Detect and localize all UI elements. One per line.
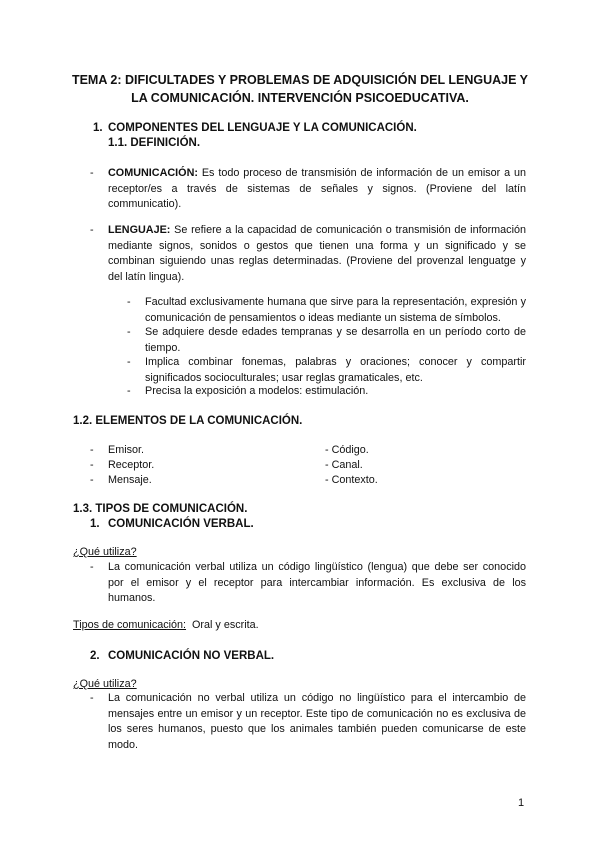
definition-comunicacion-text: Es todo proceso de transmisión de información de un emisor a un receptor/es a través de sistemas de señales y signos. (Proviene del latín communicatio).: [108, 167, 526, 210]
verbal-heading: COMUNICACIÓN VERBAL.: [108, 518, 254, 530]
bullet-dash: -: [127, 385, 131, 397]
verbal-question: ¿Qué utiliza?: [73, 546, 137, 558]
section-1-3-heading: 1.3. TIPOS DE COMUNICACIÓN.: [73, 503, 248, 515]
bullet-dash: -: [90, 444, 94, 456]
bullet-dash: -: [90, 692, 94, 704]
noverbal-text: La comunicación no verbal utiliza un código no lingüístico para el intercambio de mensajes entre un emisor y un receptor. Este tipo de comunicación no es exclusiva de los seres humanos, puesto que los animales también pueden comunicarse de este modo.: [108, 692, 526, 751]
list-item: Facultad exclusivamente humana que sirve para la representación, expresión y comunicación de pensamientos o ideas mediante un sistema de símbolos.: [145, 296, 526, 324]
element-item: - Canal.: [325, 459, 363, 471]
element-item: - Código.: [325, 444, 369, 456]
element-item: - Contexto.: [325, 474, 378, 486]
list-item: Se adquiere desde edades tempranas y se desarrolla en un período corto de tiempo.: [145, 326, 526, 354]
bullet-dash: -: [127, 356, 131, 368]
bullet-dash: -: [90, 224, 94, 236]
bullet-dash: -: [90, 474, 94, 486]
definition-lenguaje: [108, 223, 526, 285]
bullet-dash: -: [90, 459, 94, 471]
bullet-dash: -: [127, 296, 131, 308]
bullet-dash: -: [90, 167, 94, 179]
definition-lenguaje-text: Se refiere a la capacidad de comunicación o transmisión de información mediante signos, sonidos o gestos que tienen una forma y un significado y se combinan siguiendo unas reglas determinadas. (Proviene del provenzal lenguatge y del latín lingua).: [108, 224, 526, 283]
term-lenguaje: LENGUAJE:: [108, 224, 171, 236]
element-item: Emisor.: [108, 444, 144, 456]
communication-types: [73, 618, 259, 634]
types-value: Oral y escrita.: [186, 619, 259, 631]
verbal-text: La comunicación verbal utiliza un código lingüístico (lengua) que debe ser conocido por el emisor y el receptor para intercambiar información. Es exclusiva de los humanos.: [108, 561, 526, 604]
term-comunicacion: COMUNICACIÓN:: [108, 167, 198, 179]
definition-comunicacion: [108, 166, 526, 213]
bullet-dash: -: [127, 326, 131, 338]
title-line-2: LA COMUNICACIÓN. INTERVENCIÓN PSICOEDUCATIVA.: [131, 91, 469, 105]
bullet-dash: -: [90, 561, 94, 573]
types-label: Tipos de comunicación:: [73, 619, 187, 631]
section-1-2-heading: 1.2. ELEMENTOS DE LA COMUNICACIÓN.: [73, 415, 303, 427]
list-item: Implica combinar fonemas, palabras y oraciones; conocer y compartir significados socioculturales; usar reglas gramaticales, etc.: [145, 356, 526, 384]
section-1-1-heading: 1.1. DEFINICIÓN.: [108, 137, 201, 149]
noverbal-question: ¿Qué utiliza?: [73, 678, 137, 690]
section-1-heading: COMPONENTES DEL LENGUAJE Y LA COMUNICACIÓN.: [108, 122, 417, 134]
noverbal-heading: COMUNICACIÓN NO VERBAL.: [108, 650, 275, 662]
document-title: [60, 71, 540, 107]
title-line-1: TEMA 2: DIFICULTADES Y PROBLEMAS DE ADQUISICIÓN DEL LENGUAJE Y: [71, 73, 529, 87]
noverbal-number: 2.: [90, 650, 100, 662]
section-1-number: 1.: [93, 122, 103, 134]
page-number: 1: [518, 797, 525, 809]
element-item: Mensaje.: [108, 474, 152, 486]
element-item: Receptor.: [108, 459, 155, 471]
verbal-number: 1.: [90, 518, 100, 530]
list-item: Precisa la exposición a modelos: estimulación.: [145, 385, 369, 397]
